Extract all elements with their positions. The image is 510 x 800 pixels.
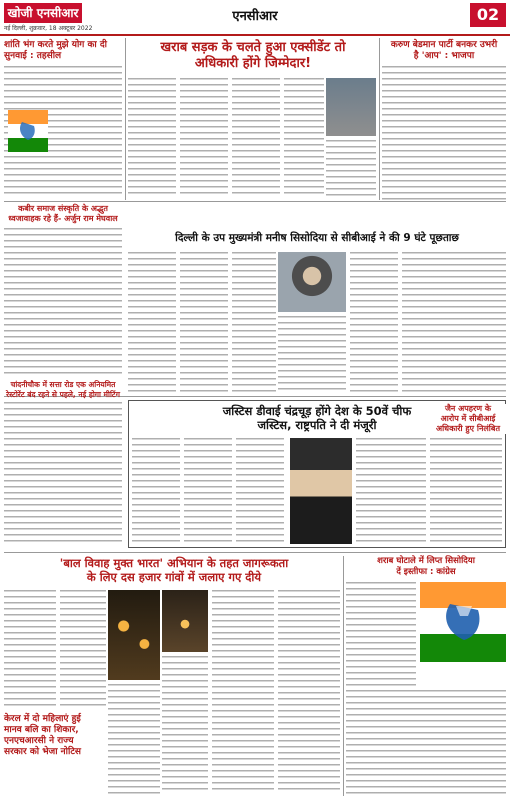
row-rule: [4, 201, 506, 202]
sisodia-body-col6: [402, 252, 506, 392]
lead-body-col2: [180, 78, 228, 198]
lead-body-col3: [232, 78, 280, 198]
lead-headline-line1: खराब सड़क के चलते हुआ एक्सीडेंट तो: [160, 40, 346, 55]
left-top-headline: [4, 40, 122, 62]
lead-body-col4: [284, 78, 324, 198]
right-mid-headline-line3: अधिकारी हुए निलंबित: [435, 424, 501, 433]
chandrachud-headline-line1: जस्टिस डीवाई चंद्रचूड़ होंगे देश के 50वें चीफ: [222, 404, 412, 418]
kerala-headline: [4, 714, 106, 758]
column-rule: [343, 556, 344, 796]
right-top-headline: [382, 40, 506, 62]
sharab-headline: [346, 556, 506, 578]
lead-body-col5: [326, 140, 376, 198]
balvivah-body-col5: [212, 590, 274, 794]
left-mid-headline: [4, 204, 122, 224]
sharab-headline-line2: दें इस्तीफा : कांग्रेस: [396, 567, 456, 577]
chandrachud-body-col4: [356, 438, 426, 544]
chandrachud-body-col5: [430, 438, 502, 544]
right-top-body: [382, 66, 506, 200]
lead-photo: [326, 78, 376, 136]
right-top-headline-line1: करुण बेडमान पार्टी बनकर उभरी: [390, 40, 498, 50]
sisodia-body-col3: [232, 252, 276, 392]
kerala-headline-line2: मानव बलि का शिकार,: [4, 725, 79, 735]
sisodia-body-col1: [128, 252, 176, 392]
right-top-headline-line2: है 'आप' : भाजपा: [413, 51, 475, 61]
left-mid-body: [4, 228, 122, 378]
lead-headline: [128, 40, 378, 72]
balvivah-photo-1: [108, 590, 160, 680]
section-name: एनसीआर: [232, 9, 278, 24]
balvivah-photo-2: [162, 590, 208, 652]
dateline: नई दिल्ली, शुक्रवार, 18 अक्टूबर 2022: [4, 25, 93, 32]
balvivah-headline-line1: 'बाल विवाह मुक्त भारत' अभियान के तहत जागरूकता: [59, 556, 289, 570]
sisodia-body-col2: [180, 252, 228, 392]
column-rule: [379, 38, 380, 200]
congress-logo-large: [420, 582, 506, 662]
right-mid-headline-line1: जैन अपहरण के: [444, 404, 492, 413]
balvivah-body-col3: [108, 684, 160, 794]
sisodia-headline: दिल्ली के उप मुख्यमंत्री मनीष सिसोदिया से सीबीआई ने की 9 घंटे पूछताछ: [175, 232, 459, 244]
page-number: 02: [470, 3, 506, 27]
row-rule: [4, 552, 506, 553]
lead-headline-line2: अधिकारी होंगे जिम्मेदार!: [194, 56, 312, 71]
left-small-headline: [4, 380, 122, 399]
left-mid-headline-line1: कबीर समाज संस्कृति के अद्भुत: [18, 204, 108, 213]
balvivah-body-col6: [278, 590, 340, 794]
right-mid-headline-block: [430, 404, 506, 434]
lead-body-col1: [128, 78, 176, 198]
sisodia-photo: [278, 252, 346, 312]
left-top-headline-line1: शांति भंग करते मुझे योग का दी: [4, 40, 107, 50]
balvivah-headline: [6, 556, 342, 584]
kerala-headline-line4: सरकार को भेजा नोटिस: [4, 747, 81, 757]
kerala-headline-line1: केरल में दो महिलाएं हुई: [4, 714, 81, 724]
congress-logo-small: [8, 110, 48, 156]
kerala-headline-line3: एनएचआरसी ने राज्य: [4, 736, 74, 746]
balvivah-body-col1: [4, 590, 56, 710]
balvivah-body-col2: [60, 590, 106, 710]
chandrachud-photo: [290, 438, 352, 544]
sharab-headline-line1: शराब घोटाले में लिप्त सिसोदिया: [377, 556, 475, 566]
sisodia-body-col5: [350, 252, 398, 392]
chandrachud-body-col3: [236, 438, 284, 544]
chandrachud-body-col1: [132, 438, 180, 544]
balvivah-body-col4: [162, 656, 208, 794]
sharab-body-col1: [346, 582, 416, 686]
sisodia-body-col4: [278, 316, 346, 392]
balvivah-headline-line2: के लिए दस हजार गांवों में जलाए गए दीये: [86, 570, 262, 584]
left-small-body: [4, 402, 122, 542]
chandrachud-headline-line2: जस्टिस, राष्ट्रपति ने दी मंजूरी: [257, 418, 377, 432]
chandrachud-body-col2: [184, 438, 232, 544]
brand-logo: खोजी एनसीआर: [4, 3, 82, 23]
left-top-headline-line2: सुनवाई : तहसील: [4, 51, 62, 61]
column-rule: [125, 38, 126, 200]
masthead: [0, 0, 510, 36]
left-mid-headline-line2: ध्वजावाहक रहे हैं- अर्जुन राम मेघवाल: [8, 214, 118, 223]
left-small-headline-line2: रेस्टोरेंट बंद रहने से पहले, नई होगा मीटिंग: [6, 389, 120, 399]
right-mid-headline-line2: आरोप में सीबीआई: [440, 414, 496, 423]
left-small-headline-line1: चांदनीचौक में सत्ता रोड एक अनियमित: [10, 380, 116, 389]
sharab-body-col2: [346, 690, 506, 794]
